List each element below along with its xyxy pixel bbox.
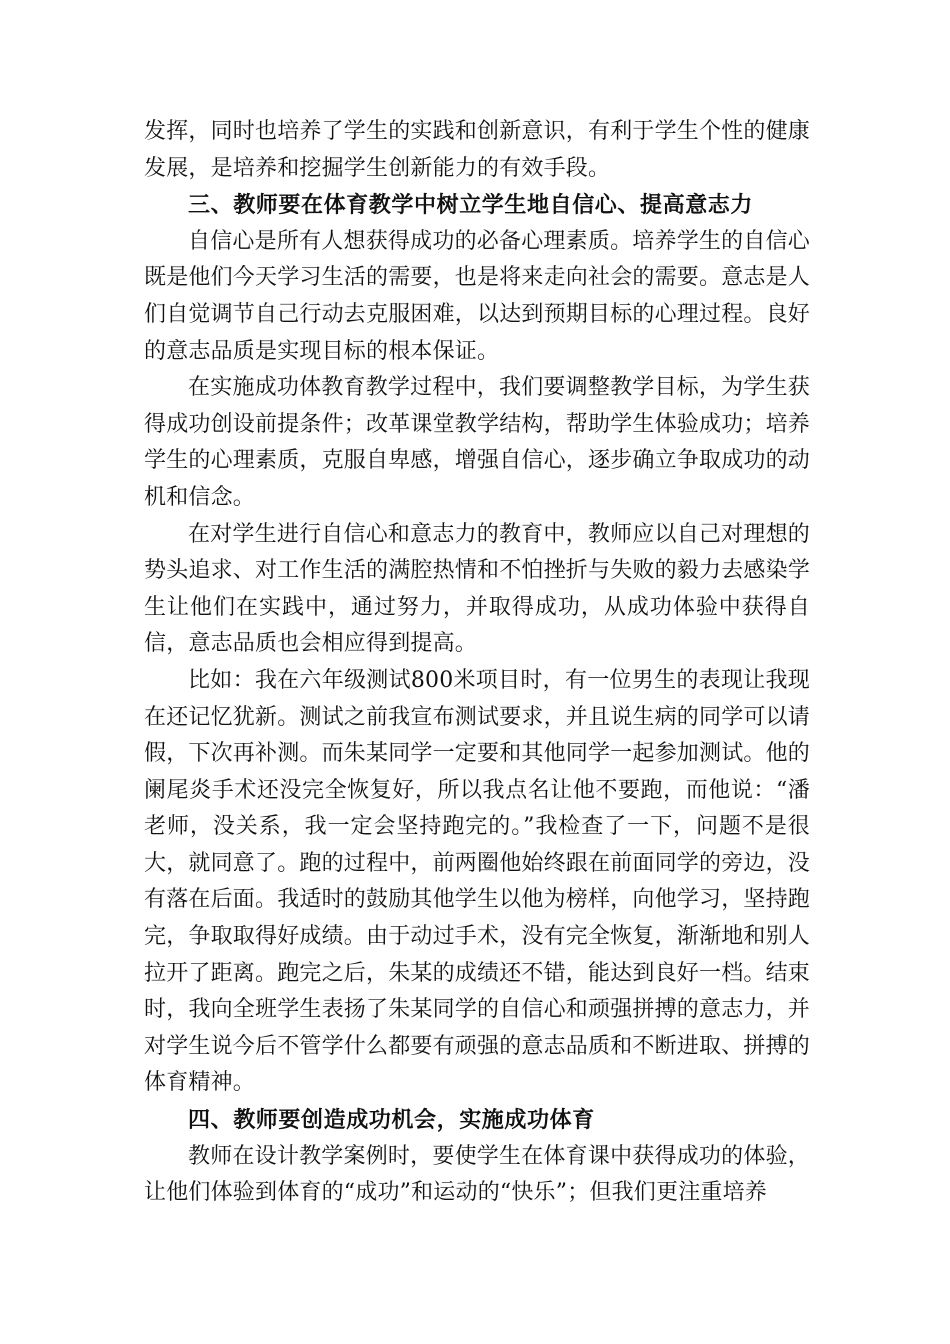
paragraph-confidence-definition: 自信心是所有人想获得成功的必备心理素质。培养学生的自信心既是他们今天学习生活的需要，也是将来走向社会的需要。意志是人们自觉调节自己行动去克服困难，以达到预期目标的心理过程。良好的意志品质是实现目标的根本保证。 [144, 228, 811, 364]
paragraph-example-800m: 比如：我在六年级测试800米项目时，有一位男生的表现让我现在还记忆犹新。测试之前我宣布测试要求，并且说生病的同学可以请假，下次再补测。而朱某同学一定要和其他同学一起参加测试。他的阑尾炎手术还没完全恢复好，所以我点名让他不要跑，而他说：“潘老师，没关系，我一定会坚持跑完的。”我检查了一下，问题不是很大，就同意了。跑的过程中，前两圈他始终跟在前面同学的旁边，没有落在后面。我适时的鼓励其他学生以他为榜样，向他学习，坚持跑完，争取取得好成绩。由于动过手术，没有完全恢复，渐渐地和别人拉开了距离。跑完之后，朱某的成绩还不错，能达到良好一档。结束时，我向全班学生表扬了朱某同学的自信心和顽强拼搏的意志力，并对学生说今后不管学什么都要有顽强的意志品质和不断进取、拼搏的体育精神。 [144, 667, 811, 1096]
document-body [144, 114, 810, 1212]
paragraph-teacher-influence: 在对学生进行自信心和意志力的教育中，教师应以自己对理想的势头追求、对工作生活的满腔热情和不怕挫折与失败的毅力去感染学生让他们在实践中，通过努力，并取得成功，从成功体验中获得自信，意志品质也会相应得到提高。 [144, 521, 811, 657]
continued-paragraph: 发挥，同时也培养了学生的实践和创新意识，有利于学生个性的健康发展，是培养和挖掘学生创新能力的有效手段。 [144, 119, 811, 181]
paragraph-lesson-design: 教师在设计教学案例时，要使学生在体育课中获得成功的体验，让他们体验到体育的“成功”和运动的“快乐”；但我们更注重培养 [144, 1143, 810, 1206]
section-heading-4: 四、教师要创造成功机会，实施成功体育 [188, 1107, 595, 1134]
section-heading-3: 三、教师要在体育教学中树立学生地自信心、提高意志力 [188, 192, 754, 219]
paragraph-teaching-process: 在实施成功体教育教学过程中，我们要调整教学目标，为学生获得成功创设前提条件；改革课堂教学结构，帮助学生体验成功；培养学生的心理素质，克服自卑感，增强自信心，逐步确立争取成功的动机和信念。 [144, 375, 811, 510]
